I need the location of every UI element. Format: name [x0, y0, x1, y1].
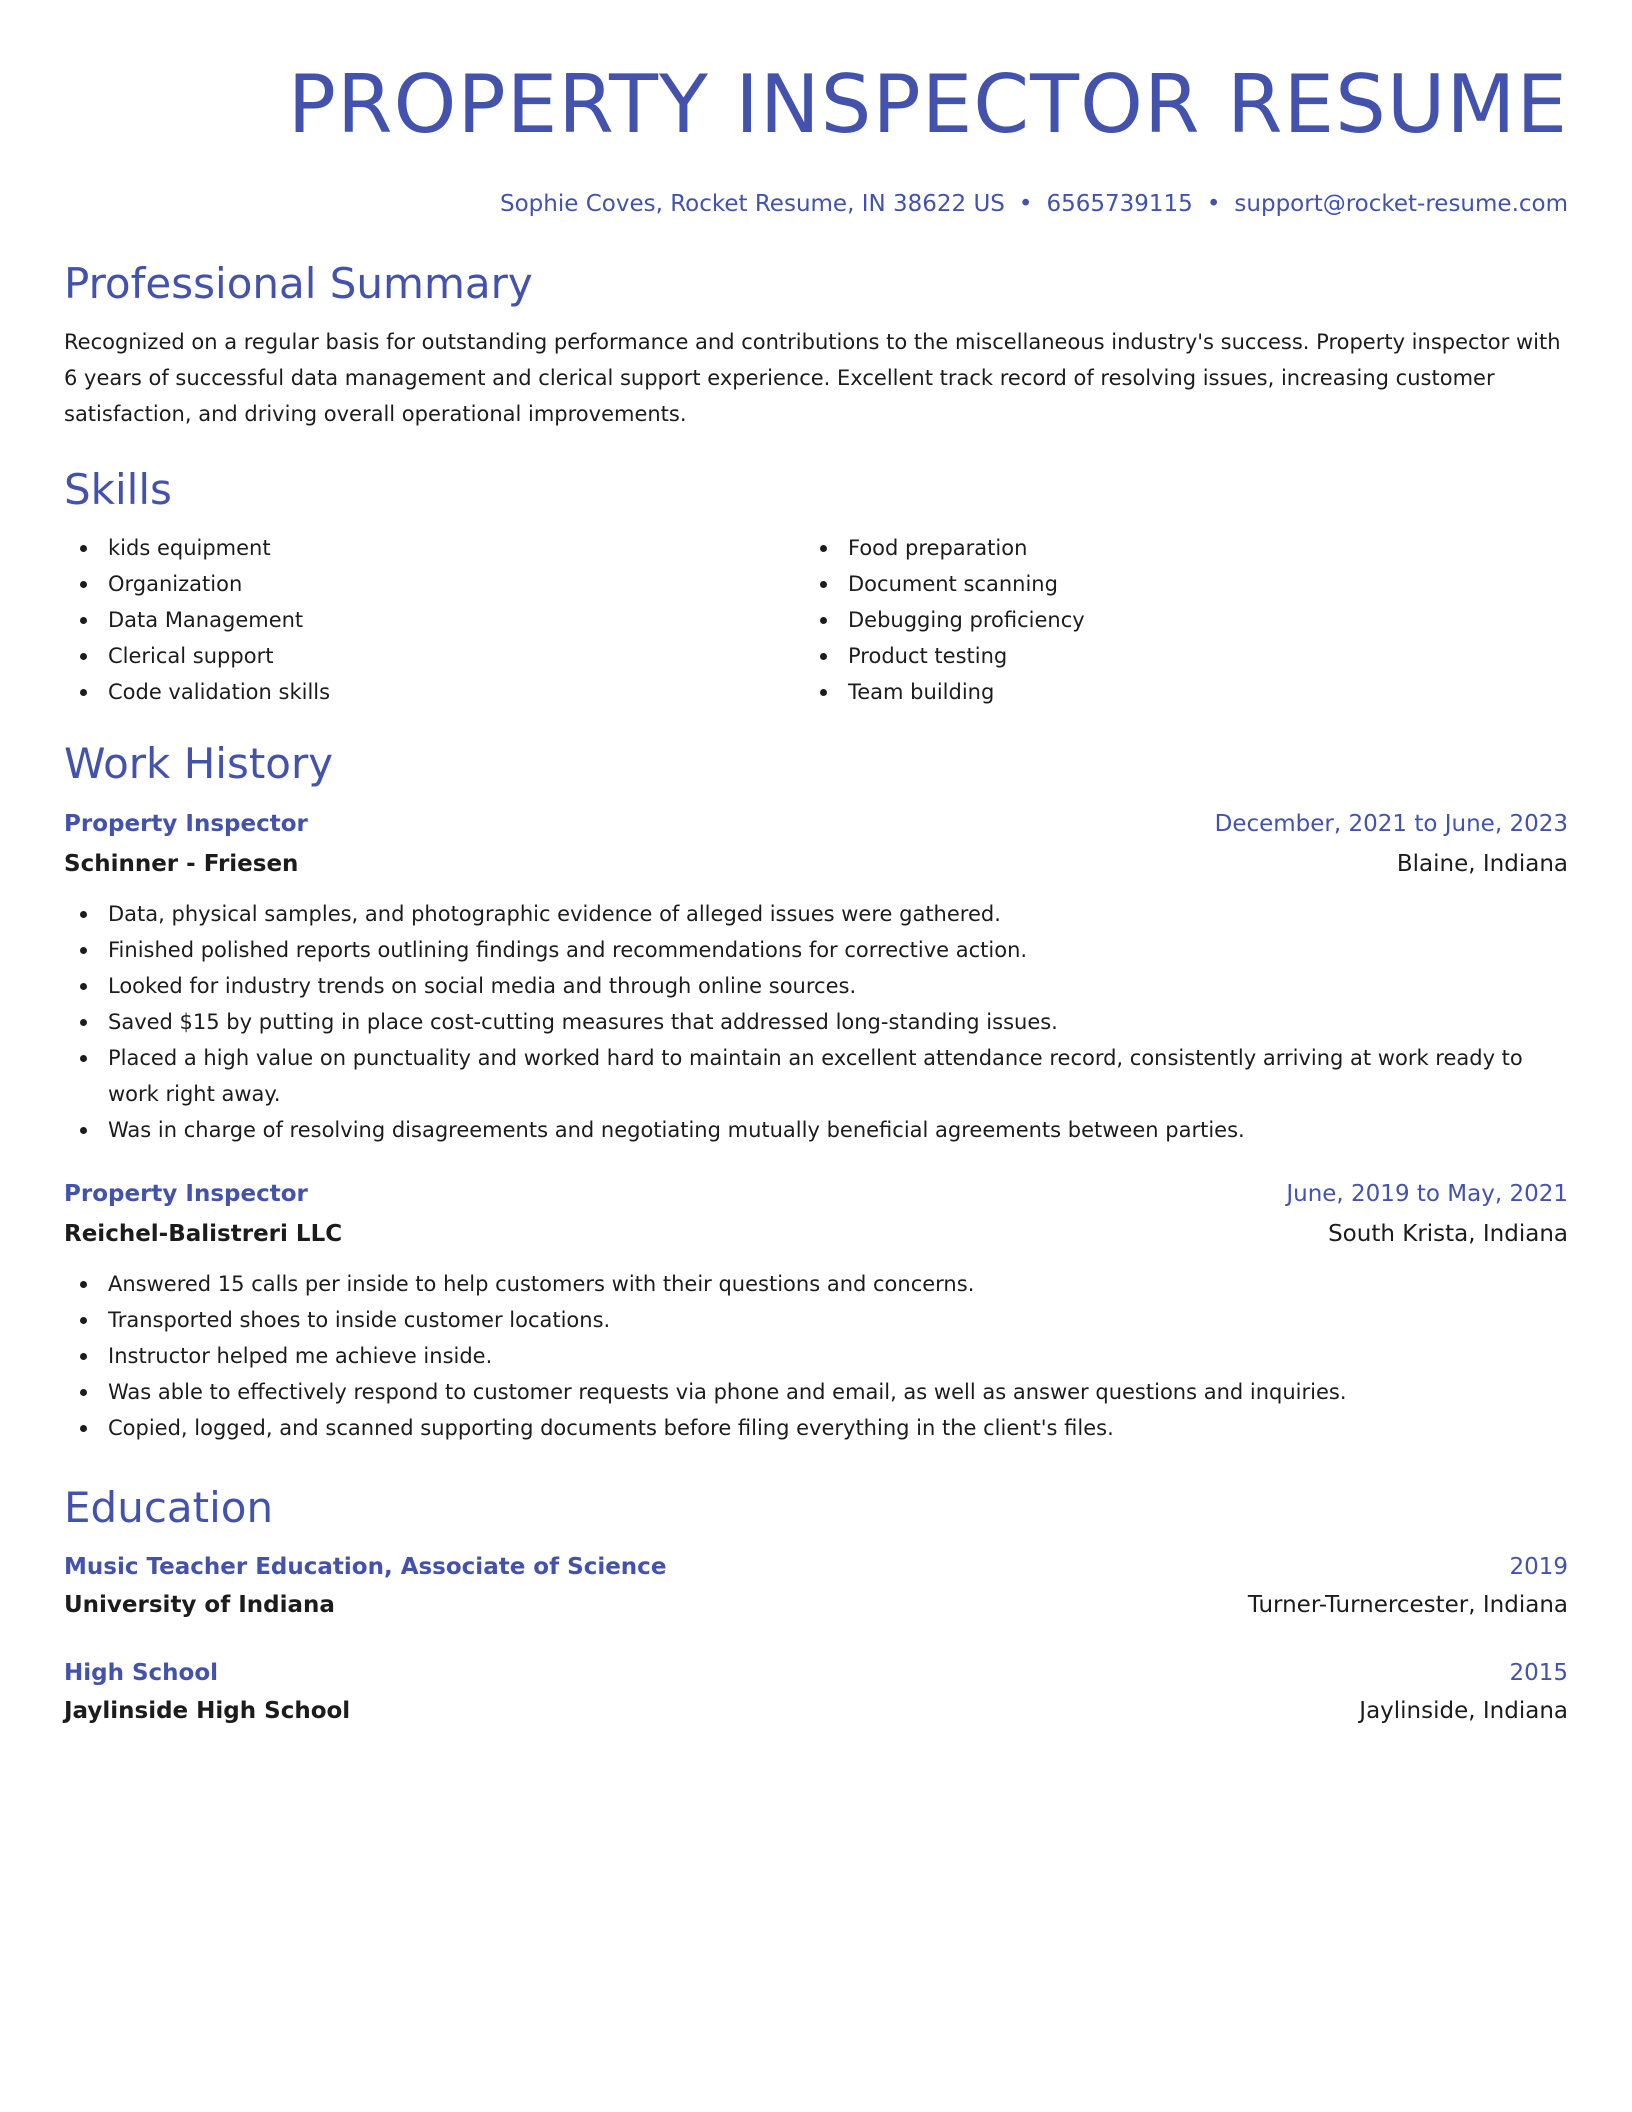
job-bullet: Data, physical samples, and photographic evidence of alleged issues were gathered.	[64, 896, 1568, 932]
job-company-row	[64, 1214, 1568, 1254]
summary-heading: Professional Summary	[64, 259, 533, 308]
skill-item: Product testing	[804, 638, 1544, 674]
skill-item: Organization	[64, 566, 804, 602]
education-degree: Music Teacher Education, Associate of Science	[64, 1554, 667, 1580]
job-title: Property Inspector	[64, 811, 308, 837]
education-entry	[64, 1654, 1568, 1730]
education-school: University of Indiana	[64, 1592, 335, 1618]
job-title: Property Inspector	[64, 1181, 308, 1207]
job-bullet: Finished polished reports outlining findings and recommendations for corrective action.	[64, 932, 1568, 968]
job-header-row	[64, 804, 1568, 844]
skill-item: Team building	[804, 674, 1544, 710]
skill-item: Document scanning	[804, 566, 1544, 602]
education-year: 2015	[1509, 1660, 1568, 1686]
skill-item: Code validation skills	[64, 674, 804, 710]
job-bullet: Answered 15 calls per inside to help customers with their questions and concerns.	[64, 1266, 1568, 1302]
job-entry	[64, 1174, 1568, 1446]
contact-address: Sophie Coves, Rocket Resume, IN 38622 US	[500, 191, 1005, 217]
education-year: 2019	[1509, 1554, 1568, 1580]
skills-column-right	[804, 530, 1544, 710]
contact-separator: •	[1206, 191, 1221, 217]
education-school-row	[64, 1586, 1568, 1624]
skills-list	[64, 530, 1568, 710]
skills-heading: Skills	[64, 465, 172, 514]
education-degree: High School	[64, 1660, 219, 1686]
education-school: Jaylinside High School	[64, 1698, 351, 1724]
education-header-row	[64, 1548, 1568, 1586]
job-bullet: Saved $15 by putting in place cost-cutting measures that addressed long-standing issues.	[64, 1004, 1568, 1040]
job-bullet: Was in charge of resolving disagreements and negotiating mutually beneficial agreements between parties.	[64, 1112, 1568, 1148]
job-bullet: Instructor helped me achieve inside.	[64, 1338, 1568, 1374]
job-company: Schinner - Friesen	[64, 851, 299, 877]
education-header-row	[64, 1654, 1568, 1692]
education-heading: Education	[64, 1483, 274, 1532]
education-school-row	[64, 1692, 1568, 1730]
education-entry	[64, 1548, 1568, 1624]
resume-title: PROPERTY INSPECTOR RESUME	[287, 58, 1568, 151]
job-dates: June, 2019 to May, 2021	[1286, 1181, 1568, 1207]
job-company: Reichel-Balistreri LLC	[64, 1221, 343, 1247]
skills-column-left	[64, 530, 804, 710]
summary-text: Recognized on a regular basis for outstanding performance and contributions to the miscellaneous industry's success. Property inspector with 6 years of successful data management and clerical support experience. Excellent track record of resolving issues, increasing customer satisfaction, and driving overall operational improvements.	[64, 330, 1561, 426]
job-bullets	[64, 1266, 1568, 1446]
skill-item: kids equipment	[64, 530, 804, 566]
job-header-row	[64, 1174, 1568, 1214]
skill-item: Debugging proficiency	[804, 602, 1544, 638]
contact-line	[64, 188, 1568, 220]
job-bullet: Looked for industry trends on social media and through online sources.	[64, 968, 1568, 1004]
job-bullet: Placed a high value on punctuality and worked hard to maintain an excellent attendance record, consistently arriving at work ready to work right away.	[64, 1040, 1568, 1112]
skill-item: Clerical support	[64, 638, 804, 674]
job-bullet: Was able to effectively respond to customer requests via phone and email, as well as answer questions and inquiries.	[64, 1374, 1568, 1410]
job-dates: December, 2021 to June, 2023	[1214, 811, 1568, 837]
job-bullet: Transported shoes to inside customer locations.	[64, 1302, 1568, 1338]
job-company-row	[64, 844, 1568, 884]
contact-email[interactable]: support@rocket-resume.com	[1234, 191, 1568, 217]
education-location: Turner-Turnercester, Indiana	[1247, 1592, 1568, 1618]
job-bullets	[64, 896, 1568, 1148]
job-entry	[64, 804, 1568, 1148]
education-location: Jaylinside, Indiana	[1359, 1698, 1568, 1724]
skill-item: Data Management	[64, 602, 804, 638]
job-location: South Krista, Indiana	[1328, 1221, 1568, 1247]
contact-separator: •	[1018, 191, 1033, 217]
job-location: Blaine, Indiana	[1396, 851, 1568, 877]
job-bullet: Copied, logged, and scanned supporting documents before filing everything in the client's files.	[64, 1410, 1568, 1446]
contact-phone[interactable]: 6565739115	[1046, 191, 1193, 217]
skill-item: Food preparation	[804, 530, 1544, 566]
work-history-heading: Work History	[64, 739, 334, 788]
